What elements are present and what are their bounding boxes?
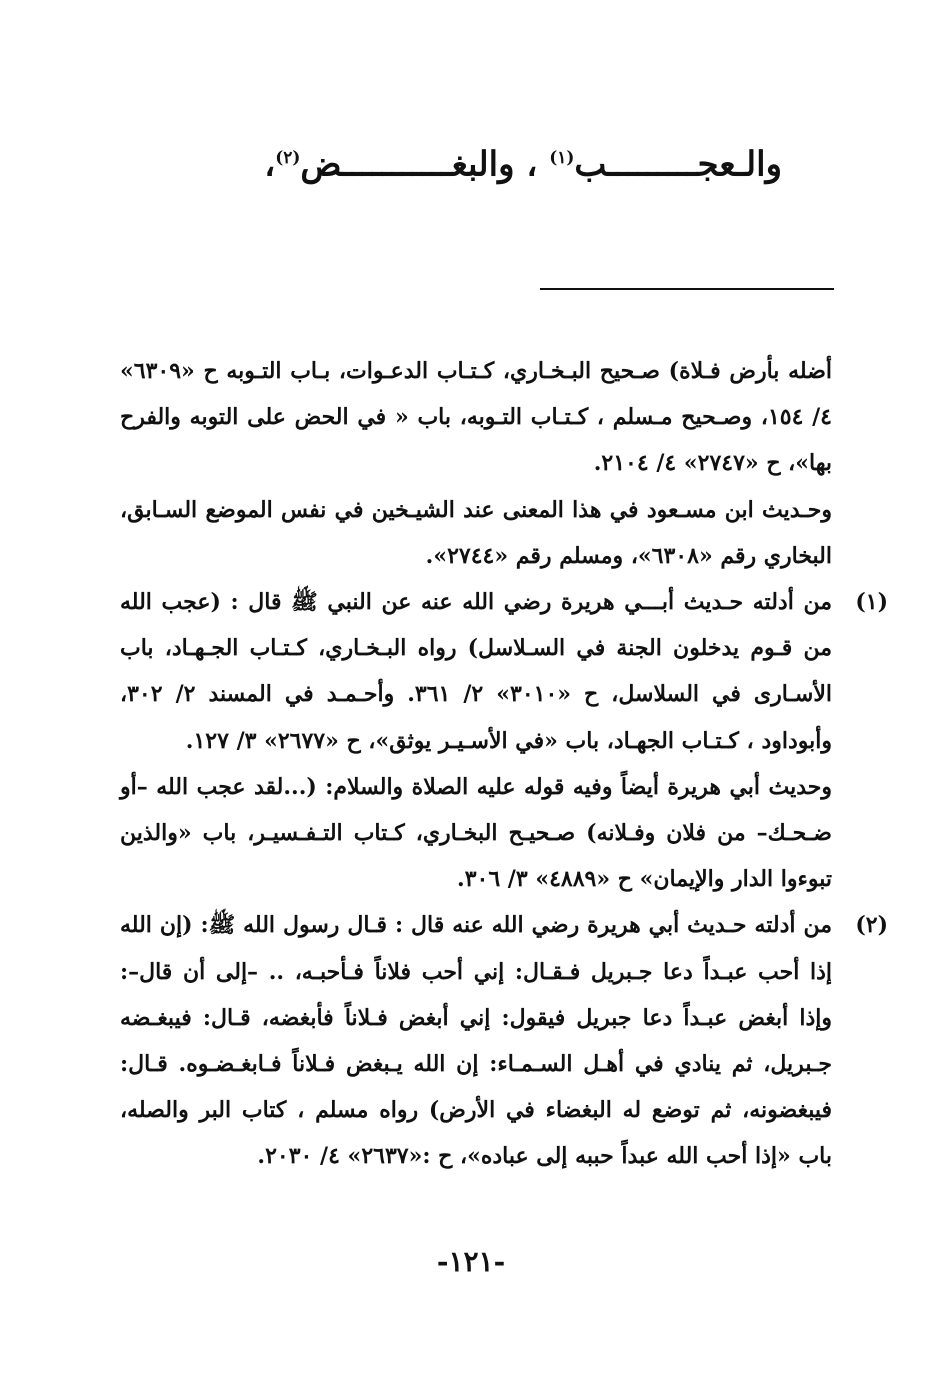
footnote-text: من أدلته حـديث أبي هريرة رضي الله عنه قال : قـال رسول الله ﷺ: (إن الله إذا أحب عبـداً دعا جـبريل فـقـال: إني أحب فلاناً فـأحبـه، .. –إلى أن قال–: وإذا أبغض عبـداً دعا جبريل فيقول: إني أبغض فـلاناً فأبغضه، قـال: فيبغـضه جـبريل، ثم ينادي في أهـل السـمـاء: إن الله يـبغض فـلاناً فـابغـضـوه. قـال: فيبغضونه، ثم توضع له البغضاء في الأرض) رواه مسلم ، كتاب البر والصله، باب «إذا أحب الله عبداً حببه إلى عباده»، ح :«٢٦٣٧» ٤/ ٢٠٣٠. <box>120 912 832 1170</box>
main-text-suffix: ، <box>264 144 276 185</box>
page-number: -١٢١- <box>436 1245 506 1278</box>
footnote-ref-1: (١) <box>549 148 575 168</box>
main-text-prefix: والـعجـــــــــب <box>574 144 782 185</box>
footnote-continuation: أضله بأرض فـلاة) صـحيح البـخـاري، كـتـاب الدعـوات، بـاب التـوبه ح «٦٣٠٩» ٤/ ١٥٤، وصـحيح مـسلم ، كـتـاب التـوبه، باب « في الحض على التوبه والفرح بها»، ح «٢٧٤٧» ٤/ ٢١٠٤. <box>120 358 832 477</box>
footnote-ref-2: (٢) <box>275 148 301 168</box>
main-text-middle: ، والبغـــــــــــض <box>300 144 538 185</box>
footnote-2 <box>120 902 888 1179</box>
footnote-separator <box>540 288 834 290</box>
footnote-text-2: وحديث أبي هريرة أيضاً وفيه قوله عليه الصلاة والسلام: (...لقد عجب الله –أو ضـحـك– من فلان وفـلانه) صـحيـح البخـاري، كـتاب التـفـسيـر، باب «والذين تبوءوا الدار والإيمان» ح «٤٨٨٩» ٣/ ٣٠٦. <box>120 773 832 893</box>
footnote-text: من أدلته حـديث أبـــي هريرة رضي الله عنه عن النبي ﷺ قال : (عجب الله من قـوم يدخلون الجنة في السـلاسل) رواه البـخـاري، كـتـاب الجـهـاد، باب الأسـارى في السلاسل، ح «٣٠١٠» ٢/ ٣٦١. وأحـمـد في المسند ٢/ ٣٠٢، وأبوداود ، كـتـاب الجهـاد، باب «في الأسـيـر يوثق»، ح «٢٦٧٧» ٣/ ١٢٧. <box>120 589 832 754</box>
footnote-continuation-2: وحـديث ابن مسـعود في هذا المعنى عند الشيـخين في نفس الموضع السـابق، البخاري رقم «٦٣٠٨»، ومسلم رقم «٢٧٤٤». <box>120 496 832 569</box>
main-text-line <box>142 128 782 194</box>
footnote-1 <box>120 579 888 902</box>
footnote-number: (١) <box>855 589 888 616</box>
footnote-number: (٢) <box>855 912 888 939</box>
footnotes-section <box>120 348 888 1180</box>
